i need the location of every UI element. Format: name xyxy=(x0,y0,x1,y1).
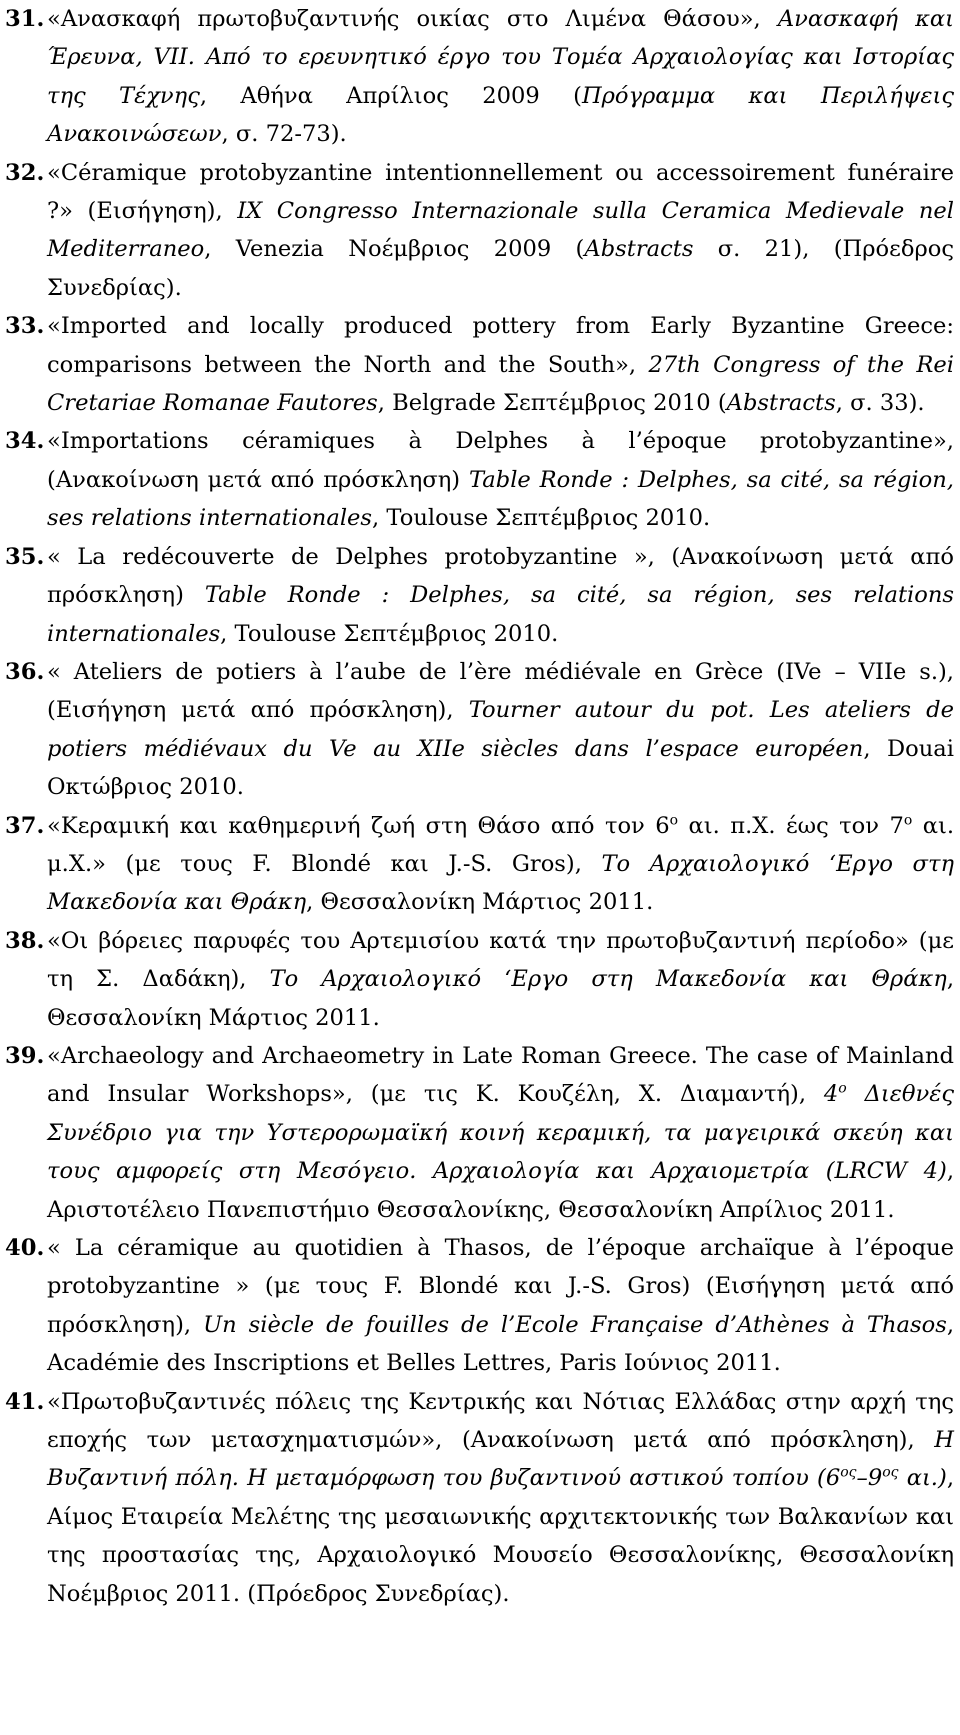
entry-text: , Toulouse Σεπτέμβριος 2010. xyxy=(220,620,559,647)
bibliography-entry xyxy=(5,1383,954,1613)
entry-number: 31. xyxy=(5,6,45,32)
entry-text: , Belgrade Σεπτέμβριος 2010 ( xyxy=(377,390,727,417)
entry-text: , σ. 72-73). xyxy=(221,121,347,148)
italic-title-text: ο xyxy=(838,1080,847,1097)
entry-text: ο xyxy=(903,812,913,828)
entry-text: «Importations céramiques à Delphes à l’époque protobyzantine», (Ανακοίνωση μετά από πρόσκληση) xyxy=(47,428,954,493)
entry-text: , σ. 33). xyxy=(835,390,925,417)
bibliography-entry xyxy=(5,307,954,422)
italic-title-text: Η Βυζαντινή πόλη. Η μεταμόρφωση του βυζαντινού αστικού τοπίου (6 xyxy=(47,1427,954,1492)
entry-text: «Κεραμική και καθημερινή ζωή στη Θάσο από τον 6 xyxy=(47,812,670,839)
entry-text: , Αθήνα Απρίλιος 2009 ( xyxy=(199,82,582,109)
italic-title-text: Πρόγραμμα και Περιλήψεις Ανακοινώσεων xyxy=(47,82,955,148)
entry-text: , Αίμος Εταιρεία Μελέτης της μεσαιωνικής αρχιτεκτονικής των Βαλκανίων και της προστασίας της, Αρχαιολογικό Μουσείο Θεσσαλονίκης, Θεσσαλονίκη Νοέμβριος 2011. (Πρόεδρος Συνεδρίας). xyxy=(47,1465,954,1607)
entry-text: , Αριστοτέλειο Πανεπιστήμιο Θεσσαλονίκης, Θεσσαλονίκη Απρίλιος 2011. xyxy=(47,1158,954,1223)
bibliography-entry xyxy=(5,422,954,537)
entry-text: «Imported and locally produced pottery from Early Byzantine Greece: comparisons between the North and the South», xyxy=(47,313,954,378)
entry-text: « La céramique au quotidien à Thasos, de l’époque archaïque à l’époque protobyzantine » (με τους F. Blondé και J.-S. Gros) (Εισήγηση μετά από πρόσκληση), xyxy=(47,1235,954,1338)
italic-title-text: 27th Congress of the Rei Cretariae Romanae Fautores xyxy=(47,351,954,417)
entry-text: , Θεσσαλονίκη Μάρτιος 2011. xyxy=(47,966,954,1031)
entry-text: , Académie des Inscriptions et Belles Lettres, Paris Ιούνιος 2011. xyxy=(47,1311,954,1377)
italic-title-text: Un siècle de fouilles de l’Ecole Française d’Athènes à Thasos xyxy=(203,1311,947,1338)
italic-title-text: Tourner autour du pot. Les ateliers de potiers médiévaux du Ve au XIIe siècles dans l’espace européen xyxy=(47,697,954,762)
italic-title-text: Abstracts xyxy=(726,390,836,417)
italic-title-text: IX Congresso Internazionale sulla Ceramica Medievale nel Mediterraneo xyxy=(47,198,954,263)
bibliography-entry xyxy=(5,1229,954,1383)
entry-text: , Θεσσαλονίκη Μάρτιος 2011. xyxy=(306,889,654,916)
italic-title-text: ος xyxy=(840,1464,857,1481)
entry-text: , Venezia Νοέμβριος 2009 ( xyxy=(204,236,585,263)
bibliography-entry xyxy=(5,0,954,154)
entry-text: «Archaeology and Archaeometry in Late Roman Greece. The case of Mainland and Insular Workshops», (με τις Κ. Κουζέλη, Χ. Διαμαντή), xyxy=(47,1042,954,1108)
entry-text: «Ανασκαφή πρωτοβυζαντινής οικίας στο Λιμένα Θάσου», xyxy=(47,6,778,32)
entry-number: 39. xyxy=(5,1042,45,1069)
entry-number: 37. xyxy=(5,812,45,839)
entry-text: σ. 21), (Πρόεδρος Συνεδρίας). xyxy=(47,236,954,301)
bibliography-entry xyxy=(5,154,954,308)
entry-text: «Πρωτοβυζαντινές πόλεις της Κεντρικής και Νότιας Ελλάδας στην αρχή της εποχής των μετασχηματισμών», (Ανακοίνωση μετά από πρόσκληση), xyxy=(47,1388,954,1454)
entry-number: 36. xyxy=(5,658,45,685)
italic-title-text: 4 xyxy=(823,1081,839,1108)
italic-title-text: Table Ronde : Delphes, sa cité, sa région, ses relations internationales xyxy=(47,582,954,647)
entry-text: « Ateliers de potiers à l’aube de l’ère médiévale en Grèce (IVe – VIIe s.), (Εισήγηση μετά από πρόσκληση), xyxy=(47,658,954,724)
entry-text: «Céramique protobyzantine intentionnellement ou accessoirement funéraire ?» (Εισήγηση), xyxy=(47,159,954,225)
italic-title-text: –9 xyxy=(856,1465,883,1492)
entry-text: ο xyxy=(669,812,679,828)
bibliography-list xyxy=(5,0,954,1613)
bibliography-entry xyxy=(5,1037,954,1229)
italic-title-text: Abstracts xyxy=(584,236,694,263)
bibliography-entry xyxy=(5,922,954,1037)
italic-title-text: ος xyxy=(882,1464,899,1481)
entry-text: , Douai Οκτώβριος 2010. xyxy=(47,735,954,801)
bibliography-entry xyxy=(5,538,954,653)
italic-title-text: Ανασκαφή και Έρευνα, VII. Από το ερευνητικό έργο του Τομέα Αρχαιολογίας και Ιστορίας της Τέχνης xyxy=(47,6,954,109)
entry-text: αι. π.Χ. έως τον 7 xyxy=(678,812,904,839)
entry-number: 40. xyxy=(5,1235,45,1261)
italic-title-text: Διεθνές Συνέδριο για την Υστερορωμαϊκή κοινή κεραμική, τα μαγειρικά σκεύη και τους αμφορείς στη Μεσόγειο. Αρχαιολογία και Αρχαιομετρία (LRCW 4) xyxy=(47,1081,954,1185)
entry-number: 33. xyxy=(5,313,45,340)
entry-number: 35. xyxy=(5,543,45,570)
entry-number: 32. xyxy=(5,159,45,186)
italic-title-text: Το Αρχαιολογικό ‘Εργο στη Μακεδονία και Θράκη xyxy=(47,850,955,916)
entry-number: 34. xyxy=(5,428,45,455)
entry-text: «Οι βόρειες παρυφές του Αρτεμισίου κατά την πρωτοβυζαντινή περίοδο» (με τη Σ. Δαδάκη), xyxy=(47,927,954,993)
entry-number: 38. xyxy=(5,927,45,954)
entry-text: αι. μ.Χ.» (με τους F. Blondé και J.-S. Gros), xyxy=(47,812,955,877)
italic-title-text: Table Ronde : Delphes, sa cité, sa région, ses relations internationales xyxy=(47,466,954,532)
entry-text: , Toulouse Σεπτέμβριος 2010. xyxy=(372,505,711,532)
bibliography-entry xyxy=(5,653,954,807)
italic-title-text: Το Αρχαιολογικό ‘Εργο στη Μακεδονία και Θράκη xyxy=(269,966,947,993)
entry-text: « La redécouverte de Delphes protobyzantine », (Ανακοίνωση μετά από πρόσκληση) xyxy=(47,543,954,609)
italic-title-text: αι.) xyxy=(898,1465,947,1492)
bibliography-entry xyxy=(5,807,954,922)
entry-number: 41. xyxy=(5,1388,45,1415)
